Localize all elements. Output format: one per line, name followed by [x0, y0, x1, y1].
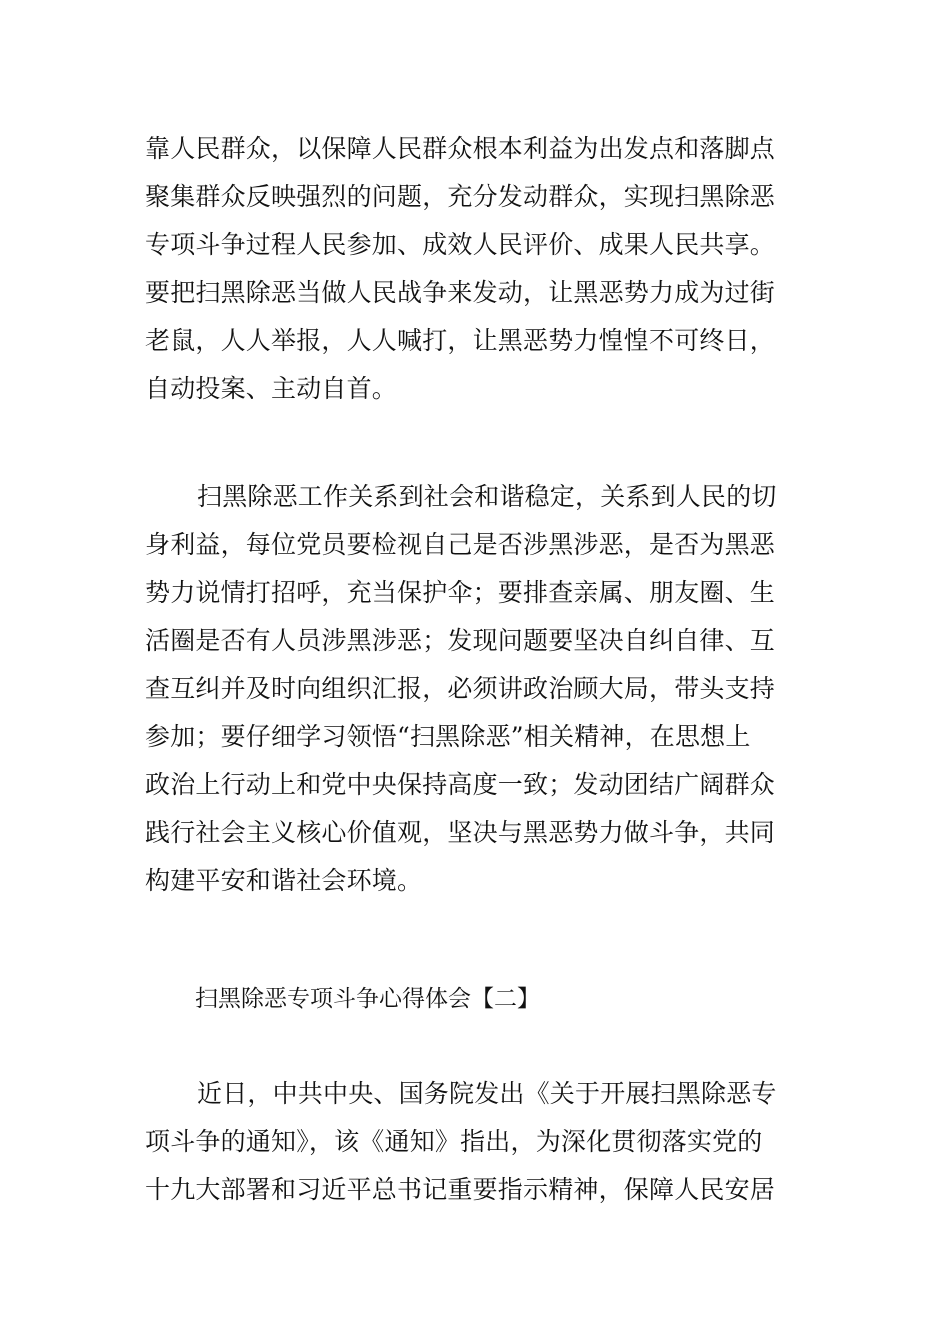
section-heading: 扫黑除恶专项斗争心得体会【二】 [195, 986, 540, 1012]
paragraph-line: 十九大部署和习近平总书记重要指示精神，保障人民安居 [145, 1175, 776, 1204]
paragraph-line: 近日，中共中央、国务院发出《关于开展扫黑除恶专 [197, 1079, 777, 1108]
paragraph-line: 政治上行动上和党中央保持高度一致；发动团结广阔群众 [145, 770, 776, 799]
paragraph-line: 自动投案、主动自首。 [145, 374, 398, 403]
paragraph-2 [145, 473, 810, 905]
paragraph-line: 践行社会主义核心价值观，坚决与黑恶势力做斗争，共同 [145, 818, 776, 847]
paragraph-line: 查互纠并及时向组织汇报，必须讲政治顾大局，带头支持 [145, 674, 776, 703]
paragraph-line: 身利益，每位党员要检视自己是否涉黑涉恶，是否为黑恶 [145, 530, 776, 559]
paragraph-line: 势力说情打招呼，充当保护伞；要排查亲属、朋友圈、生 [145, 578, 776, 607]
paragraph-3 [145, 1070, 810, 1214]
paragraph-line: 聚集群众反映强烈的问题，充分发动群众，实现扫黑除恶 [145, 182, 776, 211]
paragraph-line: 构建平安和谐社会环境。 [145, 866, 423, 895]
paragraph-line: 要把扫黑除恶当做人民战争来发动，让黑恶势力成为过街 [145, 278, 776, 307]
paragraph-line: 项斗争的通知》，该《通知》指出，为深化贯彻落实党的 [145, 1127, 763, 1156]
paragraph-line: 参加；要仔细学习领悟“扫黑除恶”相关精神，在思想上 [145, 722, 751, 751]
paragraph-line: 靠人民群众，以保障人民群众根本利益为出发点和落脚点 [145, 134, 776, 163]
paragraph-line: 扫黑除恶工作关系到社会和谐稳定，关系到人民的切 [197, 482, 777, 511]
paragraph-1 [145, 125, 810, 413]
paragraph-line: 老鼠，人人举报，人人喊打，让黑恶势力惶惶不可终日， [145, 326, 776, 355]
paragraph-line: 专项斗争过程人民参加、成效人民评价、成果人民共享。 [145, 230, 776, 259]
paragraph-line: 活圈是否有人员涉黑涉恶；发现问题要坚决自纠自律、互 [145, 626, 776, 655]
